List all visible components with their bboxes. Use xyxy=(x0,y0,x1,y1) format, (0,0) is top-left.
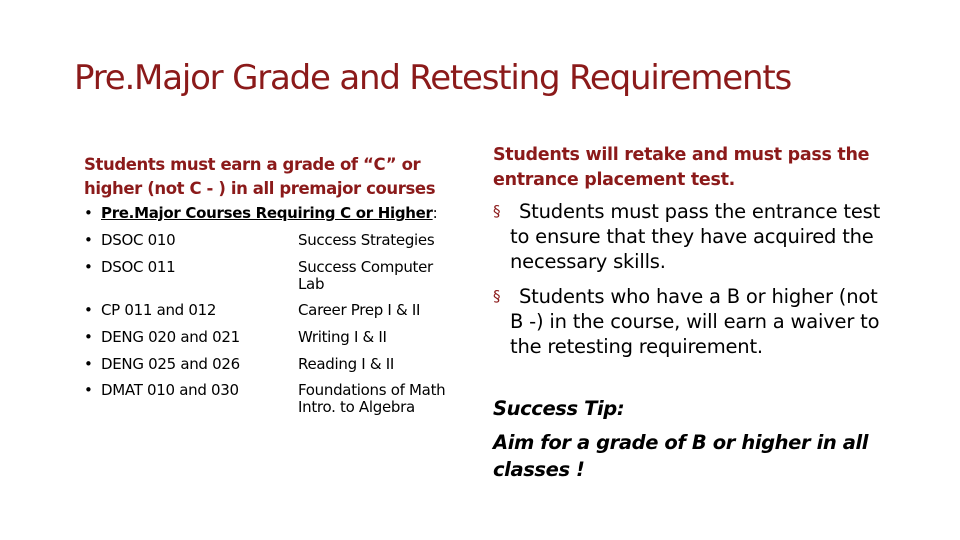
course-name: Success Computer Lab xyxy=(298,258,433,293)
course-code: DSOC 010 xyxy=(101,231,176,249)
success-tip-text: Aim for a grade of B or higher in all classes ! xyxy=(493,431,869,481)
course-list-header-label: Pre.Major Courses Requiring C or Higher xyxy=(101,204,433,222)
bullet-icon: • xyxy=(84,258,93,276)
course-code: DENG 025 and 026 xyxy=(101,355,240,373)
bullet-icon: • xyxy=(84,231,93,249)
course-name: Career Prep I & II xyxy=(298,301,421,319)
bullet-icon: • xyxy=(84,301,93,319)
section-bullet-icon: § xyxy=(493,287,501,305)
course-code: DSOC 011 xyxy=(101,258,176,276)
course-code: CP 011 and 012 xyxy=(101,301,217,319)
course-list-header-colon: : xyxy=(432,204,438,222)
slide-title: Pre.Major Grade and Retesting Requirements xyxy=(74,58,791,98)
right-bullet-item xyxy=(493,199,893,274)
course-name: Success Strategies xyxy=(298,231,435,249)
bullet-icon: • xyxy=(84,355,93,373)
right-bullet-text: Students who have a B or higher (not B -) in the course, will earn a waiver to the retesting requirement. xyxy=(510,285,880,358)
left-heading: Students must earn a grade of “C” or higher (not C - ) in all premajor courses xyxy=(84,155,436,198)
right-bullet-text: Students must pass the entrance test to ensure that they have acquired the necessary skills. xyxy=(510,200,881,273)
bullet-icon: • xyxy=(84,204,93,222)
course-name: Writing I & II xyxy=(298,328,387,346)
course-code: DMAT 010 and 030 xyxy=(101,381,239,399)
course-code: DENG 020 and 021 xyxy=(101,328,240,346)
success-tip-label: Success Tip: xyxy=(493,397,625,420)
section-bullet-icon: § xyxy=(493,202,501,220)
right-bullet-item xyxy=(493,284,893,359)
bullet-icon: • xyxy=(84,381,93,399)
course-name: Foundations of Math Intro. to Algebra xyxy=(298,381,446,416)
course-list-header-text xyxy=(101,205,437,222)
right-heading: Students will retake and must pass the entrance placement test. xyxy=(493,145,870,190)
course-name: Reading I & II xyxy=(298,355,394,373)
bullet-icon: • xyxy=(84,328,93,346)
